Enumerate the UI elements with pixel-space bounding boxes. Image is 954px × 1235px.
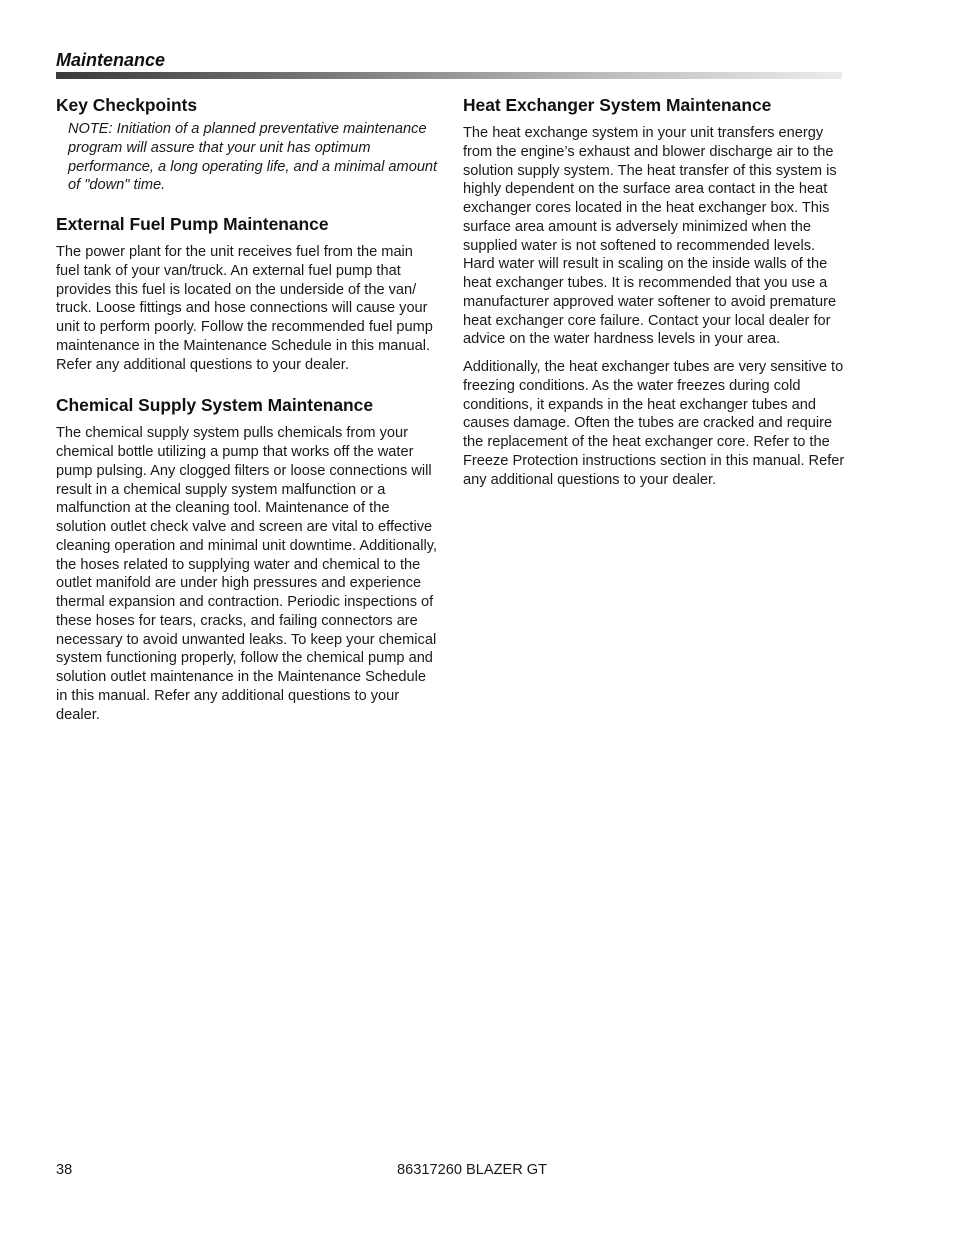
- page-number: 38: [56, 1162, 73, 1178]
- fuel-pump-body: The power plant for the unit receives fuel from the main fuel tank of your van/truck. An external fuel pump that provides this fuel is located on the underside of the van/ truck. Loose fittings and hose connections will cause your unit to perform poorly. Follow the recommended fuel pump maintenance in the Maintenance Schedule in this manual. Refer any additional questions to your dealer.: [56, 244, 433, 373]
- document-id: 86317260 BLAZER GT: [397, 1162, 548, 1178]
- fuel-pump-heading: External Fuel Pump Maintenance: [56, 214, 329, 234]
- heat-exchanger-paragraph: The heat exchange system in your unit transfers energy from the engine’s exhaust and blower discharge air to the solution supply system. The heat transfer of this system is highly dependent on the surface area contact in the heat exchanger cores located in the heat exchanger box. This surface area amount is adversely minimized when the supplied water is not softened to recommended levels. Hard water will result in scaling on the inside walls of the heat exchanger tubes. It is recommended that you use a manufacturer approved water softener to avoid premature heat exchanger core failure. Contact your local dealer for advice on the water hardness levels in your area.: [463, 125, 837, 348]
- header-gradient-rule: [56, 72, 842, 79]
- spacer: [463, 349, 847, 358]
- right-column: [463, 94, 847, 489]
- heat-exchanger-heading: Heat Exchanger System Maintenance: [463, 95, 772, 115]
- page-section-title: Maintenance: [56, 50, 166, 70]
- chemical-supply-body: The chemical supply system pulls chemicals from your chemical bottle utilizing a pump that works off the water pump pulsing. Any clogged filters or loose connections will result in a chemical supply system malfunction or a malfunction at the cleaning tool. Maintenance of the solution outlet check valve and screen are vital to effective cleaning operation and minimal unit downtime. Additionally, the hoses related to supplying water and chemical to the outlet manifold are under high pressures and experience thermal expansion and contraction. Periodic inspections of these hoses for tears, cracks, and failing connectors are necessary to avoid unwanted leaks. To keep your chemical system functioning properly, follow the chemical pump and solution outlet maintenance in the Maintenance Schedule in this manual. Refer any additional questions to your dealer.: [56, 425, 438, 723]
- key-checkpoints-note: NOTE: Initiation of a planned preventative maintenance program will assure that your unit has optimum performance, a long operating life, and a minimal amount of "down" time.: [68, 121, 438, 194]
- spacer: [56, 374, 440, 394]
- heat-exchanger-paragraph: Additionally, the heat exchanger tubes are very sensitive to freezing conditions. As the water freezes during cold conditions, it expands in the heat exchanger tubes and causes damage. Often the tubes are cracked and require the replacement of the heat exchanger core. Refer to the Freeze Protection instructions section in this manual. Refer any additional questions to your dealer.: [463, 359, 845, 488]
- spacer: [56, 195, 440, 213]
- left-column: [56, 94, 440, 724]
- key-checkpoints-heading: Key Checkpoints: [56, 95, 198, 115]
- chemical-supply-heading: Chemical Supply System Maintenance: [56, 395, 373, 416]
